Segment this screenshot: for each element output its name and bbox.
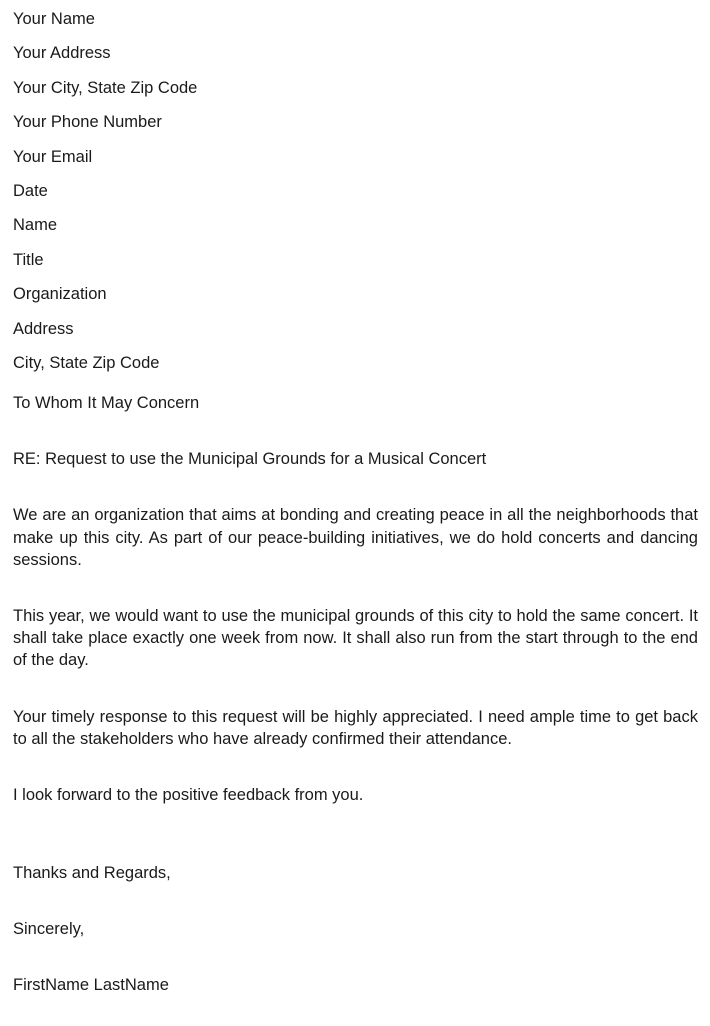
recipient-name: Name bbox=[13, 216, 58, 235]
recipient-city-state-zip: City, State Zip Code bbox=[13, 353, 160, 372]
sender-phone: Your Phone Number bbox=[13, 113, 162, 132]
signature-name: FirstName LastName bbox=[13, 975, 169, 994]
letter bbox=[13, 0, 698, 996]
recipient-address: Address bbox=[13, 319, 74, 338]
sender-address: Your Address bbox=[13, 44, 111, 63]
closing-sincerely: Sincerely, bbox=[13, 919, 85, 938]
sender-city-state-zip: Your City, State Zip Code bbox=[13, 78, 198, 97]
body-paragraph-1: We are an organization that aims at bonding and creating peace in all the neighborhoods that make up this city. As part of our peace-building initiatives, we do hold concerts and dancing sessions. bbox=[13, 506, 698, 569]
sender-email: Your Email bbox=[13, 147, 93, 166]
subject-line: RE: Request to use the Municipal Grounds for a Musical Concert bbox=[13, 450, 487, 469]
body-paragraph-2: This year, we would want to use the municipal grounds of this city to hold the same concert. It shall take place exactly one week from now. It shall also run from the start through to the end of the day. bbox=[13, 606, 698, 670]
salutation: To Whom It May Concern bbox=[13, 394, 200, 413]
letter-date: Date bbox=[13, 181, 48, 200]
address-block bbox=[13, 2, 698, 380]
body-paragraph-4: I look forward to the positive feedback from you. bbox=[13, 785, 364, 804]
closing-thanks: Thanks and Regards, bbox=[13, 863, 171, 882]
sender-name: Your Name bbox=[13, 10, 95, 28]
body-paragraph-3: Your timely response to this request will be highly appreciated. I need ample time to get back to all the stakeholders who have already confirmed their attendance. bbox=[13, 707, 698, 748]
recipient-organization: Organization bbox=[13, 285, 107, 304]
recipient-title: Title bbox=[13, 250, 44, 269]
